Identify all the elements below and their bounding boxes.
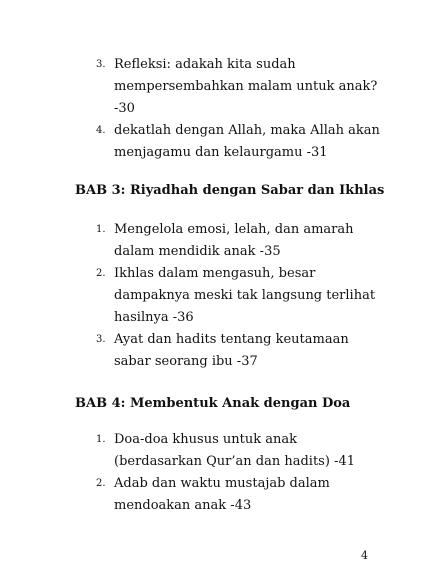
list-item-number: 3. (96, 59, 106, 70)
list-item-text: Refleksi: adakah kita sudah mempersembahkan malam untuk anak? -30 (114, 57, 378, 116)
list-item (0, 219, 384, 263)
list-item-text: Doa-doa khusus untuk anak (berdasarkan Qur’an dan hadits) -41 (114, 432, 355, 469)
list-item-text: dekatlah dengan Allah, maka Allah akan menjagamu dan kelaurgamu -31 (114, 123, 380, 160)
list-item-number: 1. (96, 434, 106, 445)
toc-list-continued (0, 54, 384, 164)
list-item (0, 54, 384, 120)
toc-list-bab4 (0, 429, 384, 517)
list-item (0, 120, 384, 164)
list-item-number: 2. (96, 478, 106, 489)
list-item (0, 473, 384, 517)
list-item-text: Ikhlas dalam mengasuh, besar dampaknya meski tak langsung terlihat hasilnya -36 (114, 266, 376, 325)
list-item-text: Mengelola emosi, lelah, dan amarah dalam mendidik anak -35 (114, 222, 354, 259)
chapter-heading-bab3: BAB 3: Riyadhah dengan Sabar dan Ikhlas (75, 183, 385, 198)
chapter-heading-bab4: BAB 4: Membentuk Anak dengan Doa (75, 396, 351, 411)
list-item (0, 429, 384, 473)
list-item-number: 3. (96, 334, 106, 345)
list-item-text: Adab dan waktu mustajab dalam mendoakan anak -43 (114, 476, 330, 513)
page-number: 4 (361, 549, 368, 562)
list-item-text: Ayat dan hadits tentang keutamaan sabar seorang ibu -37 (114, 332, 349, 369)
toc-list-bab3 (0, 219, 384, 373)
list-item (0, 329, 384, 373)
list-item-number: 1. (96, 224, 106, 235)
list-item-number: 2. (96, 268, 106, 279)
list-item (0, 263, 384, 329)
list-item-number: 4. (96, 125, 106, 136)
